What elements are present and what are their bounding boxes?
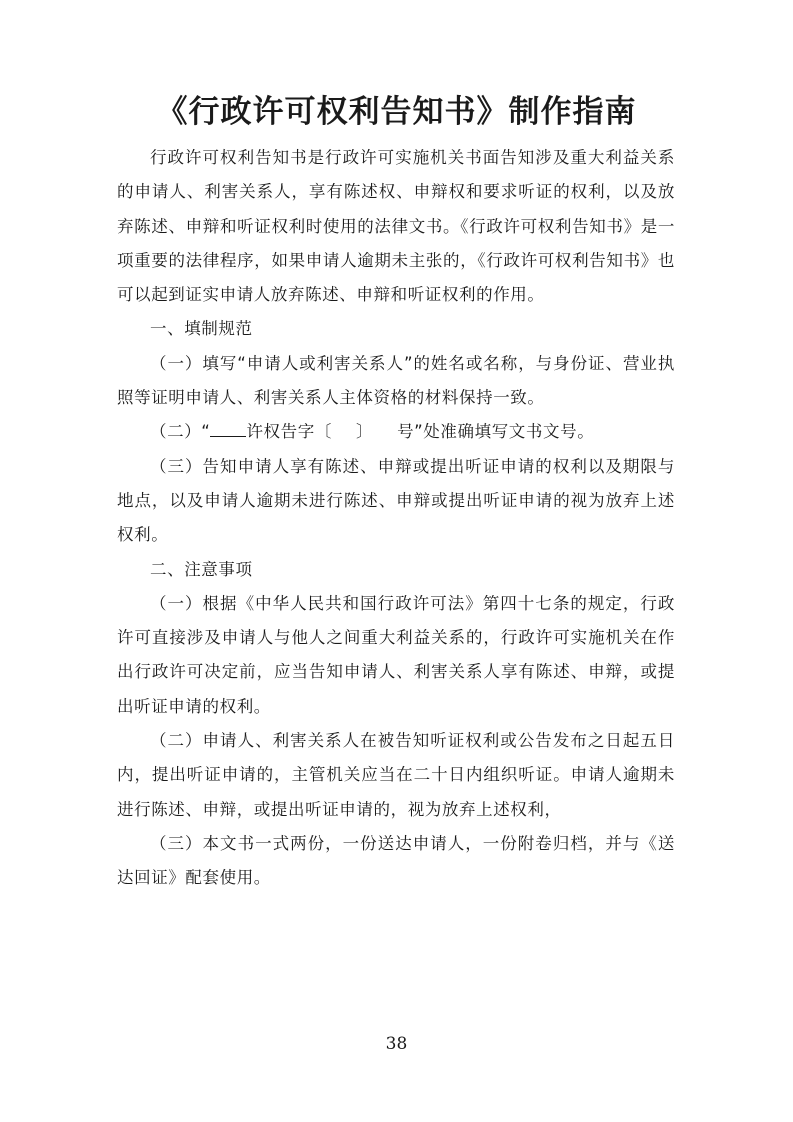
section1-item1: （一）填写“申请人或利害关系人”的姓名或名称，与身份证、营业执照等证明申请人、利害关系人主体资格的材料保持一致。 [117, 353, 675, 408]
item2-text-after: 号”处准确填写文书文号。 [397, 422, 595, 442]
section1-heading: 一、填制规范 [150, 319, 253, 339]
section2-item2: （二）申请人、利害关系人在被告知听证权利或公告发布之日起五日内，提出听证申请的，主管机关应当在二十日内组织听证。申请人逾期未进行陈述、申辩，或提出听证申请的，视为放弃上述权利， [117, 731, 675, 819]
document-title: 《行政许可权利告知书》制作指南 [156, 94, 637, 130]
item2-text-bracket: 〕 [355, 422, 374, 442]
section2-item1: （一）根据《中华人民共和国行政许可法》第四十七条的规定，行政许可直接涉及申请人与他人之间重大利益关系的，行政许可实施机关在作出行政许可决定前，应当告知申请人、利害关系人享有陈述、申辩，或提出听证申请的权利。 [117, 593, 675, 716]
intro-paragraph: 行政许可权利告知书是行政许可实施机关书面告知涉及重大利益关系的申请人、利害关系人，享有陈述权、申辩权和要求听证的权利，以及放弃陈述、申辩和听证权利时使用的法律文书。《行政许可权利告知书》是一项重要的法律程序，如果申请人逾期未主张的，《行政许可权利告知书》也可以起到证实申请人放弃陈述、申辩和听证权利的作用。 [117, 148, 675, 305]
page-number: 38 [385, 1034, 408, 1054]
blank-underline [210, 422, 246, 437]
section1-item2 [117, 415, 675, 449]
item2-text-middle: 许权告字〔 [246, 422, 332, 442]
section2-heading: 二、注意事项 [150, 559, 253, 579]
section1-item3: （三）告知申请人享有陈述、申辩或提出听证申请的权利以及期限与地点，以及申请人逾期未进行陈述、申辩或提出听证申请的视为放弃上述权利。 [117, 456, 675, 545]
section2-item3: （三）本文书一式两份，一份送达申请人，一份附卷归档，并与《送达回证》配套使用。 [117, 833, 675, 888]
document-body [117, 141, 675, 896]
item2-text-before: （二）“ [150, 422, 211, 442]
